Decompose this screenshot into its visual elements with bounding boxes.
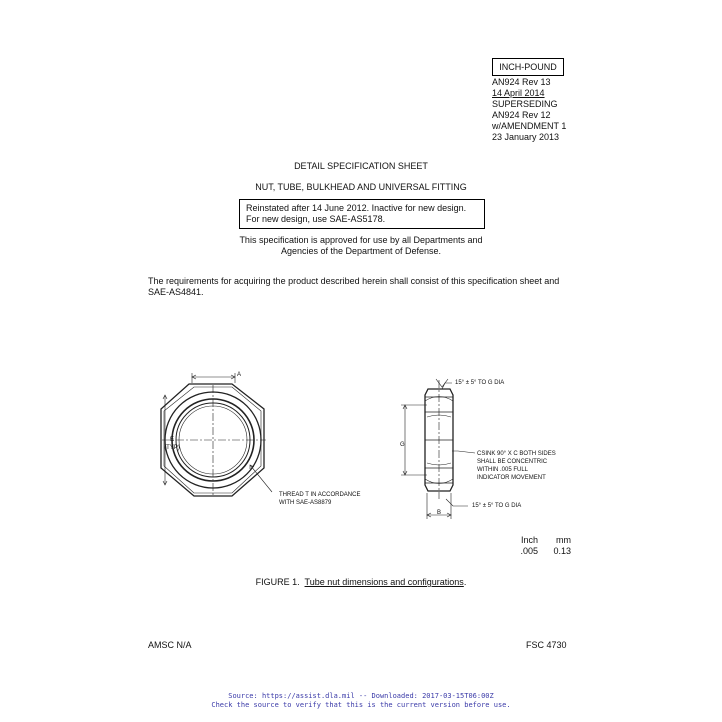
csink-line-1: CSINK 90° X C BOTH SIDES	[477, 451, 556, 457]
amendment-label: w/AMENDMENT 1	[492, 121, 567, 131]
doc-date: 14 April 2014	[492, 88, 545, 98]
approval-line-2: Agencies of the Department of Defense.	[280, 246, 442, 256]
requirements-line-1: The requirements for acquiring the product described herein shall consist of this specification sheet and	[148, 276, 560, 286]
superseded-doc: AN924 Rev 12	[492, 110, 551, 120]
bottom-angle-callout: 15° ± 5° TO G DIA	[472, 503, 522, 509]
conversion-mm-header: mm	[556, 535, 571, 545]
thread-callout	[279, 491, 360, 507]
label-a: A	[237, 372, 242, 378]
conversion-inch-value: .005	[520, 546, 538, 556]
dimension-g	[401, 405, 427, 475]
figure-caption: FIGURE 1. Tube nut dimensions and configurations.	[255, 577, 467, 587]
csink-line-2: SHALL BE CONCENTRIC	[477, 459, 548, 465]
conversion-inch-col	[504, 535, 538, 557]
label-typ: (TYP)	[164, 445, 180, 451]
inch-pound-box: INCH-POUND	[492, 58, 564, 76]
conversion-inch-header: Inch	[520, 535, 538, 545]
csink-line-3: WITHIN .005 FULL	[477, 467, 529, 473]
bottom-angle-leader	[446, 499, 468, 506]
notice-line-2: For new design, use SAE-AS5178.	[246, 214, 386, 224]
approval-line-1: This specification is approved for use by all Departments and	[239, 235, 483, 245]
top-angle-callout: 15° ± 5° TO G DIA	[455, 380, 505, 386]
thread-line-1: THREAD T IN ACCORDANCE	[279, 492, 361, 498]
conversion-mm-value: 0.13	[553, 546, 571, 556]
conversion-mm-col	[542, 535, 571, 557]
doc-number: AN924 Rev 13	[492, 77, 551, 87]
csink-callout	[477, 450, 556, 482]
footer-amsc: AMSC N/A	[148, 640, 192, 650]
figure-label: FIGURE 1.	[255, 577, 300, 587]
revision-block	[492, 77, 566, 143]
notice-line-1: Reinstated after 14 June 2012. Inactive for new design.	[246, 203, 467, 213]
requirements-paragraph	[148, 276, 578, 298]
page-subtitle: NUT, TUBE, BULKHEAD AND UNIVERSAL FITTING	[255, 182, 467, 192]
page-title: DETAIL SPECIFICATION SHEET	[294, 161, 428, 171]
csink-leader	[452, 451, 475, 453]
label-b: B	[437, 510, 442, 516]
csink-line-4: INDICATOR MOVEMENT	[477, 475, 546, 481]
top-angle-leader	[442, 383, 452, 389]
footer-fsc: FSC 4730	[526, 640, 567, 650]
requirements-line-2: SAE-AS4841.	[148, 287, 204, 297]
label-g: G	[400, 442, 405, 448]
source-line-2: Check the source to verify that this is the current version before use.	[211, 701, 511, 709]
figure-title: Tube nut dimensions and configurations	[304, 577, 464, 587]
source-line-1: Source: https://assist.dla.mil -- Downloaded: 2017-03-15T06:00Z	[228, 692, 494, 700]
label-e-group	[162, 436, 182, 452]
superseding-label: SUPERSEDING	[492, 99, 558, 109]
source-notice	[0, 692, 722, 710]
superseded-date: 23 January 2013	[492, 132, 560, 142]
label-e: E	[169, 437, 174, 443]
reinstatement-notice	[239, 199, 485, 229]
dimension-a	[192, 373, 235, 383]
thread-leader	[250, 465, 272, 492]
thread-line-2: WITH SAE-AS8879	[279, 500, 332, 506]
nut-side-view	[425, 380, 453, 499]
approval-statement	[0, 235, 722, 257]
